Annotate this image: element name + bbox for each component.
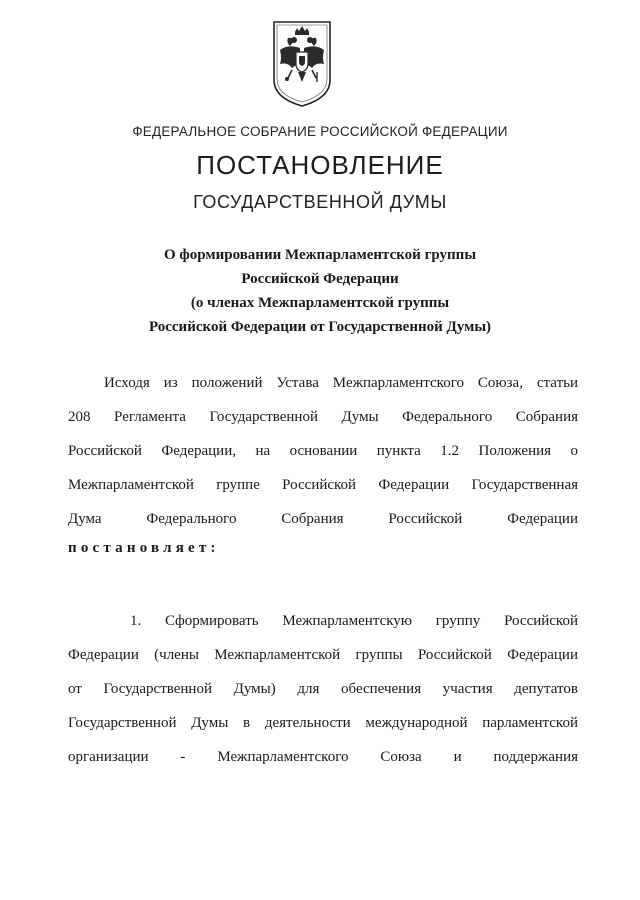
- issuing-body: ГОСУДАРСТВЕННОЙ ДУМЫ: [193, 192, 447, 212]
- organization-name: ФЕДЕРАЛЬНОЕ СОБРАНИЕ РОССИЙСКОЙ ФЕДЕРАЦИИ: [132, 124, 508, 139]
- title-line: (о членах Межпарламентской группы: [190, 295, 450, 311]
- text-line: организации - Межпарламентского Союза и поддержания: [68, 749, 578, 765]
- text-line: от Государственной Думы) для обеспечения участия депутатов: [68, 681, 578, 697]
- text-line: Российской Федерации, на основании пункта 1.2 Положения о: [68, 443, 578, 459]
- title-line: Российской Федерации: [241, 271, 399, 287]
- russian-emblem-icon: [270, 18, 334, 110]
- preamble-paragraph: [68, 366, 578, 536]
- text-line: 208 Регламента Государственной Думы Федерального Собрания: [68, 409, 578, 425]
- title-line: О формировании Межпарламентской группы: [163, 247, 477, 263]
- document-type: ПОСТАНОВЛЕНИЕ: [196, 150, 444, 180]
- text-line: Федерации (члены Межпарламентской группы Российской Федерации: [68, 647, 578, 663]
- text-line: Дума Федерального Собрания Российской Федерации: [68, 511, 578, 527]
- text-line: Исходя из положений Устава Межпарламентского Союза, статьи: [104, 375, 578, 391]
- title-line: Российской Федерации от Государственной Думы): [148, 319, 492, 335]
- resolution-title: [0, 243, 640, 339]
- text-line: Межпарламентской группе Российской Федерации Государственная: [68, 477, 578, 493]
- resolves-word: постановляет:: [68, 540, 220, 556]
- text-line: Государственной Думы в деятельности международной парламентской: [68, 715, 578, 731]
- item-paragraph-1: [68, 604, 578, 774]
- text-line: 1. Сформировать Межпарламентскую группу Российской: [130, 613, 578, 629]
